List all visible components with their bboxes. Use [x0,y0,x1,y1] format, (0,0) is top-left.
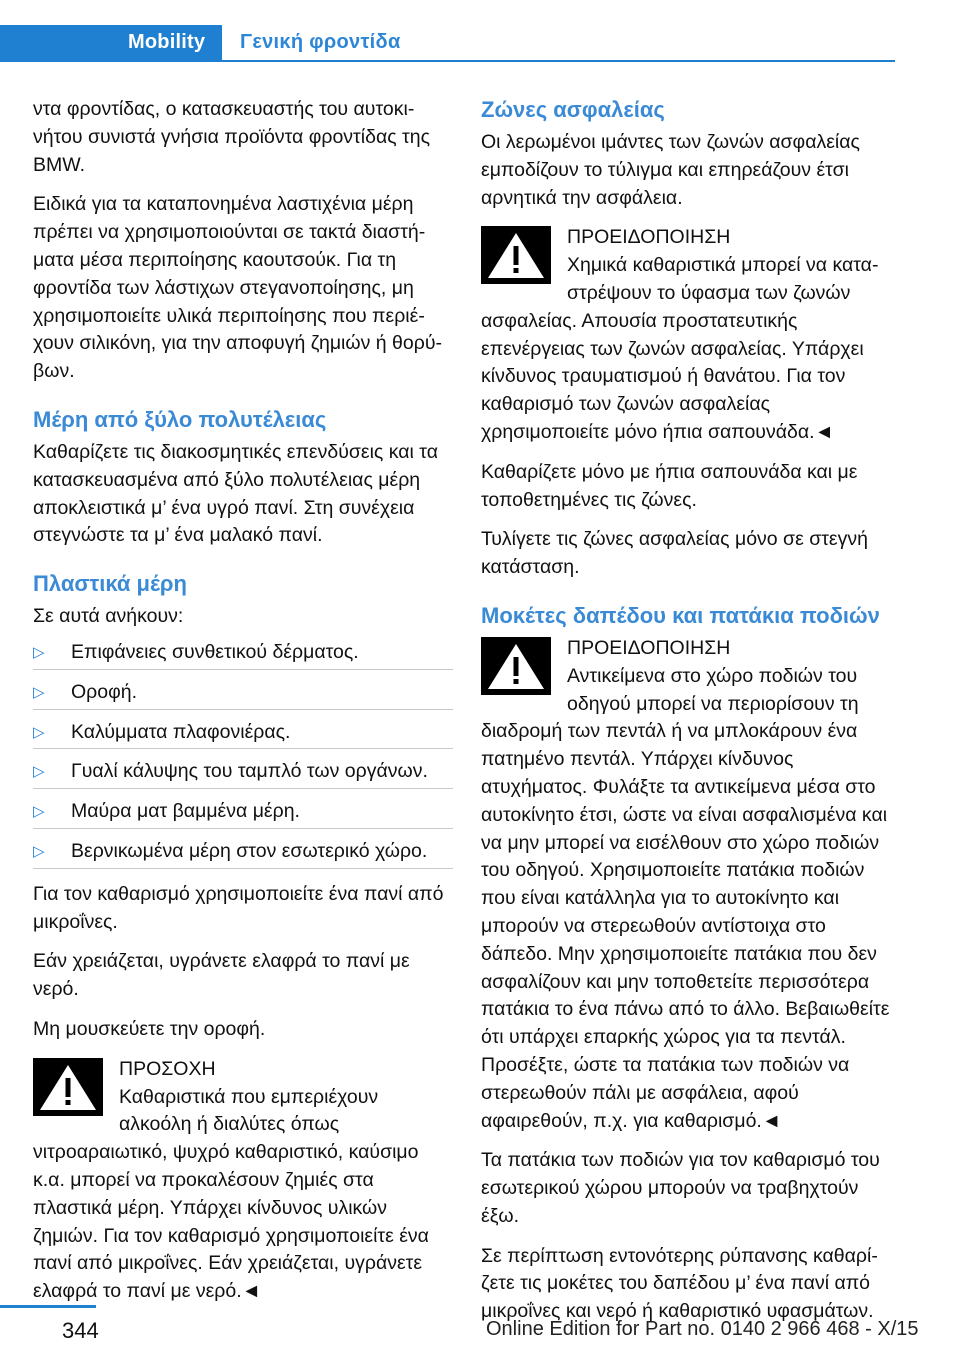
triangle-bullet-icon: ▷ [33,763,45,781]
triangle-bullet-icon: ▷ [33,643,45,661]
floor-mats-paragraph-2: Σε περίπτωση εντονότερης ρύπανσης καθαρίζετε τις μοκέτες του δαπέδου μ’ ένα πανί από μικροΐνες και νερό ή καθαριστικό υφασμάτων. [481,1244,878,1323]
triangle-bullet-icon: ▷ [33,683,45,701]
triangle-bullet-icon: ▷ [33,723,45,741]
warning-triangle-icon [33,1058,103,1116]
intro-paragraph-2: Ειδικά για τα καταπονημένα λαστιχένια μέρη πρέπει να χρησιμοποιούνται σε τακτά διαστήματα μέσα περιποίησης καουτσούκ. Για τη φροντίδα των λάστιχων στεγανοποίησης, μη χρησιμοποιείτε υλικά περιποίησης που περιέχουν σιλικόνη, για την αποφυγή ζημιών ή θορύβων. [33,193,442,383]
plastic-parts-intro: Σε αυτά ανήκουν: [33,605,184,628]
triangle-bullet-icon: ▷ [33,842,45,860]
seat-belts-paragraph-3: Τυλίγετε τις ζώνες ασφαλείας μόνο σε στεγνή κατάσταση. [481,528,868,579]
page-number: 344 [62,1318,99,1343]
section-tab-mobility-label: Mobility [128,31,206,53]
warning-triangle-icon [481,226,551,284]
warning-body: Αντικείμενα στο χώρο ποδιών του οδηγού μπορεί να περιορίσουν τη διαδρομή των πεντάλ ή να μπλοκάρουν ένα πατημένο πεντάλ. Υπάρχει κίνδυνος ατυχήματος. Φυλάξτε τα αντικείμενα μέσα στο αυτοκίνητο έτσι, ώστε να είναι ασφαλισμένα και να μην μπορεί να εισέλθουν στο χώρο ποδιών του οδηγού. Χρησιμοποιείτε πατάκια ποδιών που είναι κατάλληλα για το αυτοκίνητο και μπορούν να στερεωθούν αντίστοιχα στο δάπεδο. Μην χρησιμοποιείτε πατάκια που δεν ασφαλίζουν και μην τοποθετείτε περισσότερα πατάκια το ένα πάνω από το άλλο. Βεβαιωθείτε ότι υπάρχει επαρκής χώρος για τα πεντάλ. Προσέξτε, ώστε τα πατάκια των ποδιών να στερεωθούν πάλι με ασφάλεια, αφού αφαιρεθούν, π.χ. για καθαρισμό.◄ [481,664,890,1132]
list-item: ▷ Καλύμματα πλαφονιέρας. [33,719,453,750]
seat-belts-paragraph: Οι λερωμένοι ιμάντες των ζωνών ασφαλείας εμποδίζουν το τύλιγμα και επηρεάζουν έτσι αρνητικά την ασφάλεια. [481,131,860,209]
plastic-paragraph-3: Μη μουσκεύετε την οροφή. [33,1017,266,1040]
floor-mats-heading: Μοκέτες δαπέδου και πατάκια ποδιών [481,602,880,628]
edition-note: Online Edition for Part no. 0140 2 966 468 - X/15 [486,1318,919,1340]
warning-title: ΠΡΟΕΙΔΟΠΟΙΗΣΗ [567,226,731,249]
warning-body: Χημικά καθαριστικά μπορεί να καταστρέψουν το ύφασμα των ζωνών ασφαλείας. Απουσία προστατευτικής επενέργειας των ζωνών ασφαλείας. Υπάρχει κίνδυνος τραυματισμού ή θανάτου. Για τον καθαρισμό των ζωνών ασφαλείας χρησιμοποιείτε μόνο ήπια σαπουνάδα.◄ [481,254,879,443]
list-item: ▷ Μαύρα ματ βαμμένα μέρη. [33,798,453,829]
warning-title: ΠΡΟΕΙΔΟΠΟΙΗΣΗ [567,636,731,659]
seat-belts-paragraph-2: Καθαρίζετε μόνο με ήπια σαπουνάδα και με τοποθετημένες τις ζώνες. [481,460,858,511]
wood-parts-heading: Μέρη από ξύλο πολυτέλειας [33,406,327,432]
caution-body: Καθαριστικά που εμπεριέχουν αλκοόλη ή διαλύτες όπως νιτροαραιωτικό, ψυχρό καθαριστικό, καύσιμο κ.α. μπορεί να προκαλέσουν ζημιές στα πλαστικά μέρη. Υπάρχει κίνδυνος υλικών ζημιών. Για τον καθαρισμό χρησιμοποιείτε ένα πανί από μικροΐνες. Εάν χρειάζεται, υγράνετε ελαφρά το πανί με νερό.◄ [33,1085,429,1303]
page-header [0,0,960,62]
list-item: ▷ Βερνικωμένα μέρη στον εσωτερικό χώρο. [33,838,453,869]
left-column [33,96,453,1318]
plastic-parts-list [33,639,453,869]
header-divider [0,60,895,62]
plastic-parts-heading: Πλαστικά μέρη [33,571,187,597]
plastic-paragraph-2: Εάν χρειάζεται, υγράνετε ελαφρά το πανί με νερό. [33,950,410,1001]
seat-belts-heading: Ζώνες ασφαλείας [481,97,665,122]
wood-parts-paragraph: Καθαρίζετε τις διακοσμητικές επενδύσεις και τα κατασκευασμένα από ξύλο πολυτέλειας μέρη αποκλειστικά μ’ ένα υγρό πανί. Στη συνέχεια στεγνώστε τα μ’ ένα μαλακό πανί. [33,440,438,547]
caution-notice [33,1056,453,1306]
footer-divider [0,1305,96,1308]
intro-paragraph-1: ντα φροντίδας, ο κατασκευαστής του αυτοκινήτου συνιστά γνήσια προϊόντα φροντίδας της BMW. [33,98,430,176]
warning-notice-mats [481,635,901,1135]
list-item: ▷ Οροφή. [33,679,453,710]
triangle-bullet-icon: ▷ [33,803,45,821]
list-item: ▷ Γυαλί κάλυψης του ταμπλό των οργάνων. [33,758,453,789]
list-item: ▷ Επιφάνειες συνθετικού δέρματος. [33,639,453,670]
warning-triangle-icon [481,637,551,695]
right-column [481,96,901,1338]
section-tab-general-care-label: Γενική φροντίδα [240,31,401,53]
floor-mats-paragraph-1: Τα πατάκια των ποδιών για τον καθαρισμό του εσωτερικού χώρου μπορούν να τραβηχτούν έξω. [481,1149,880,1227]
warning-notice-belts [481,224,901,446]
caution-title: ΠΡΟΣΟΧΗ [119,1057,216,1080]
plastic-paragraph-1: Για τον καθαρισμό χρησιμοποιείτε ένα πανί από μικροΐνες. [33,882,444,933]
